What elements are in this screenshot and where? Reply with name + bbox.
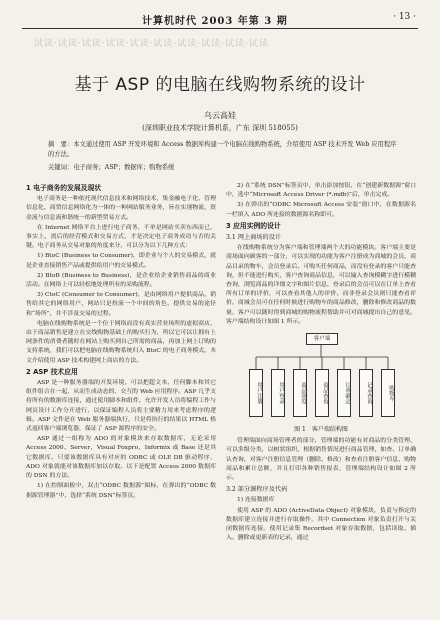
keywords-text: 电子商务；ASP；数据库；购物系统	[73, 164, 175, 171]
diagram-root-node: 客户端	[306, 333, 338, 345]
list-item: 1) BtoC (Business to Consumer)，即企业与个人的交易模式，就是企业直接销售产品或提供给用户的交易模式。	[26, 253, 216, 269]
paper-title: 基于 ASP 的电脑在线购物系统的设计	[74, 75, 366, 95]
diagram-leaf-node: 商品浏览	[293, 369, 307, 417]
paragraph: 电子商务是一种依托现代信息技术和网络技术，集金融电子化、管理信息化、商贸信息网络化为一体的一种网站服务业务，旨在实现物流、资金流与信息流和谐统一的新型贸易方式。	[26, 196, 216, 221]
list-item: 3) 在弹出的“ODBC Microsoft Access 安装”窗口中，在数据源名一栏填入 ADO 所连接的数据源名称即可。	[226, 202, 416, 218]
paragraph: 在 Internet 网络平台上进行电子商务，不单是网站买卖东西而已，事实上，需后的经营模式和交易方式，才是决定电子商务成功与否的关键。电子商务从交易对象的角度来分，可以分为以下几种方式：	[26, 224, 216, 250]
diagram-leaf-node: 商品查询	[315, 369, 329, 417]
watermark	[34, 36, 269, 49]
keywords	[48, 162, 398, 171]
subsection-heading: 3.1 网上商场的设计	[226, 234, 282, 242]
affiliation: (深圳职业技术学院计算机系，广东 深圳 518055)	[142, 124, 298, 132]
paragraph: ASP 通过一组称为 ADO 的对象模块来存取数据库，无论采用 Access 2000、Server，Visual Foxpro，Informix 或 Base 还是其它数据库，只要该数据库具有对应的 ODBC 或 OLE DB 驱动程序，ADO 对象就能对该数据库加以存取。以下是配置 Access 2000 数据库的 DSN 的方法。	[26, 436, 216, 480]
list-item: 2) 在“系统 DSN”标签页中，单击添加按钮，在“创建新数据源”窗口中，选中“Microsoft Access Driver (*.mdb)”后，单击完成。	[226, 183, 416, 199]
abstract-label: 摘 要：	[48, 141, 74, 148]
list-item: 3) CtoC (Consumer to Consumer)，是由网络用户提供商品，销售给其它的网络用户，网站只是扮演一个中间的角色，提供交易的途径和“场所”，并不涉及交易的过程。	[26, 292, 216, 317]
abstract	[48, 140, 398, 160]
page-number: · 13 ·	[393, 12, 416, 22]
section-heading: 2 ASP 技术应用	[26, 367, 78, 376]
client-structure-diagram	[226, 331, 416, 423]
paragraph: 使用 ASP 的 ADO (ActiveData Object) 对象模块，负责与指定的数据库建立连接并进行存取操作，其中 Connection 对象负责打开与关闭数据库连接。使用记录集 Recordset 对象存取数据，包括读取、插入、删除或更新表的记录，通过	[226, 507, 416, 542]
journal-name: 计算机时代 2003 年第 3 期	[142, 16, 288, 27]
page-header	[22, 10, 418, 29]
paragraph: 电脑在线购物系统是一个位于网络而没有真实营业场所的虚拟商店，由于商品销售是建立在交线购物基础上的购买行为，所以它可以让拥有上网条件的消费者随时在网站上购买到自己所需的商品，再加上网上订购的支持系统，我们可以把电脑在线购物系统归入 BtoC 的电子商务模式。本文介绍使用 ASP 技术构建网上商店的方法。	[26, 320, 216, 364]
list-item: 2) BtoB (Business to Business)，是企业给企业销售商品的商业活动。在网络上可以轻松地处理所有的采购流程。	[26, 272, 216, 289]
keywords-label: 关键词：	[48, 164, 74, 171]
watermark-text: 试读·试读·试读·试读·试读·试读·试读·试读·试读·试读	[34, 39, 269, 49]
left-column	[26, 182, 216, 502]
section-heading: 3 应用实例的设计	[226, 221, 281, 230]
list-item: 1) 在控制面板中，双击“ODBC 数据源”图标，在弹出的“ODBC 数据源管理器”中，选择“系统 DSN”标签页。	[26, 483, 216, 499]
diagram-leaf-node: 订单确定	[337, 369, 351, 417]
diagram-leaf-node: 购物车	[381, 369, 395, 417]
figure-caption: 图 1 客户端结构图	[294, 426, 348, 434]
paragraph: ASP 是一种服务器端的开发环境，可以把超文本、任何脚本和其它组件组合在一起，从而生成动态的、交互的 Web 应用程序。ASP 几乎支持所有的数据库连接，通过使用脚本和组件，允许开发人员将编程工作与网页设计工作分开进行，以保证编程人员将主要精力用来考虑程序的逻辑。ASP 文件是在 Web 服务器端执行，只是将执行的结果以 HTML 格式返回客户端浏览器，保证了 ASP 源程序的安全。	[26, 380, 216, 433]
diagram-leaf-node: 用户登录	[271, 369, 285, 417]
paragraph: 在线购物系统分为客户端和管理端两个大的功能模块。客户端主要是商场面向顾客的一部分，可以实现的功能为客户注册成为商城的会员，商品目录的物车，会员登录后，可购买任何商品，而没有登录的客户只能查询，但不能进行购买，客户查询商品信息，可以输入查询模糊字进行模糊查询，浏览商品的详细文字和图片信息，登录后的会员可以在订单上查看所有订单的评价，可以查看其他人的评价。而非登录会员则只能查看评价，商城会员可在任何时候进行购物车的商品修改，删除和修改商品的数量，客户可以随时得到商城的购物流程帮助并可对商城提出自己的意见。客户端结构设计如图 1 所示。	[226, 245, 416, 325]
author: 乌云高娃	[204, 111, 236, 120]
diagram-leaf-node: 用户注册	[249, 369, 263, 417]
diagram-leaf-node: 记录查询	[359, 369, 373, 417]
right-column	[226, 182, 416, 544]
paragraph: 管理端面向商场管理者的部分，管理端的功能有对商品的分类管理，可以多级分类，以树状组织，根据销售情况进行商品管理，如查、订单确认查询，对客户注册信息管理（删除、修改）和查看注册客户信息、购物商品和累计总额，并且打印各种销售报表，管理端结构设计如图 2 所示。	[226, 438, 416, 482]
abstract-text: 本文通过使用 ASP 开发环境和 Access 数据库构建一个电脑在线购物系统，介绍使用 ASP 技术开发 Web 应用程序的方法。	[48, 141, 397, 158]
list-item: 1) 连接数据库	[237, 497, 275, 504]
section-heading: 1 电子商务的发展及现状	[26, 184, 102, 192]
subsection-heading: 3.2 部分源程序及代码	[226, 486, 288, 494]
